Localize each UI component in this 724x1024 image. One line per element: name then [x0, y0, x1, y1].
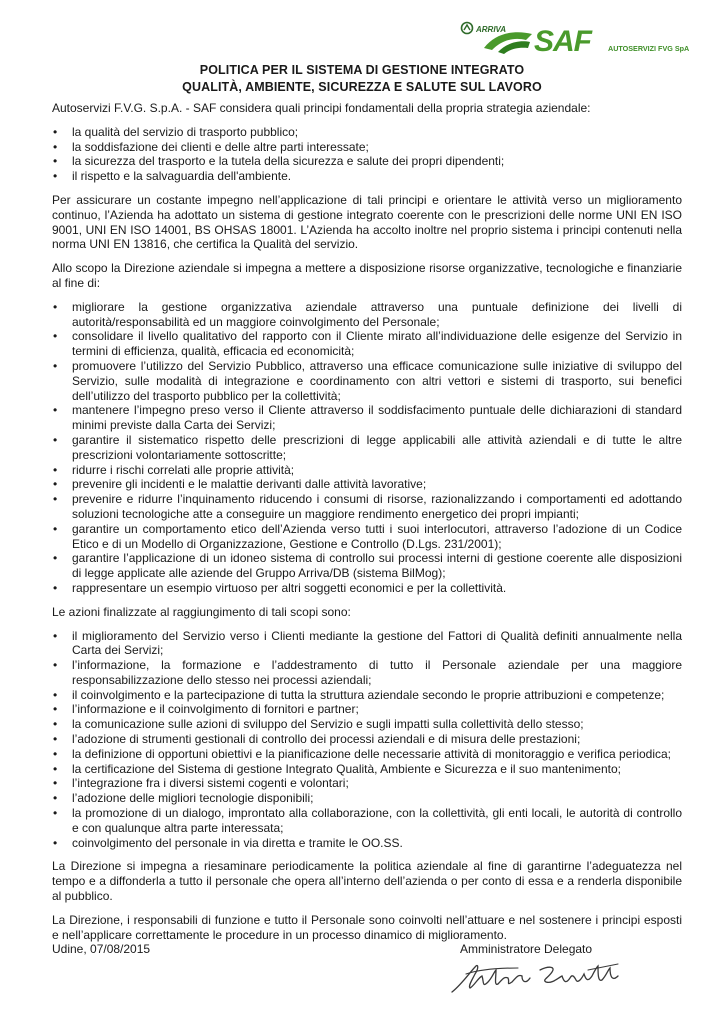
- list-item: • rappresentare un esempio virtuoso per altri soggetti economici e per la collettività.: [52, 581, 682, 596]
- list-item: • la qualità del servizio di trasporto pubblico;: [52, 125, 682, 140]
- list-item: • promuovere l’utilizzo del Servizio Pubblico, attraverso una efficace comunicazione sulle iniziative di sviluppo del Servizio, sulle modalità di integrazione e coordinamento con altri vettori e sistemi di trasporto, sui benefici dell’utilizzo del trasporto pubblico per la collettività;: [52, 359, 682, 403]
- list-item: • prevenire gli incidenti e le malattie derivanti dalle attività lavorative;: [52, 477, 682, 492]
- title-line-2: QUALITÀ, AMBIENTE, SICUREZZA E SALUTE SUL LAVORO: [182, 80, 542, 94]
- list-item: • migliorare la gestione organizzativa aziendale attraverso una puntuale definizione dei livelli di autorità/responsabilità ed un maggiore coinvolgimento del Personale;: [52, 300, 682, 330]
- list-item: • coinvolgimento del personale in via diretta e tramite le OO.SS.: [52, 836, 682, 851]
- principles-list: [52, 125, 682, 184]
- list-item: • la soddisfazione dei clienti e delle altre parti interessate;: [52, 140, 682, 155]
- list-item: • il rispetto e la salvaguardia dell'ambiente.: [52, 169, 682, 184]
- review-paragraph: La Direzione si impegna a riesaminare periodicamente la politica aziendale al fine di garantirne l’adeguatezza nel tempo e a diffonderla a tutto il personale che opera all’interno dell’azienda o per conto di essa e a renderla disponibile al pubblico.: [52, 859, 682, 904]
- title-line-1: POLITICA PER IL SISTEMA DI GESTIONE INTEGRATO: [199, 63, 525, 77]
- list-item: • l’adozione di strumenti gestionali di controllo dei processi aziendali e di misura delle prestazioni;: [52, 732, 682, 747]
- commitment-paragraph: Allo scopo la Direzione aziendale si impegna a mettere a disposizione risorse organizzative, tecnologiche e finanziarie al fine di:: [52, 261, 682, 290]
- system-paragraph: Per assicurare un costante impegno nell’applicazione di tali principi e orientare le attività verso un miglioramento continuo, l’Azienda ha adottato un sistema di gestione integrato coerente con le prescrizioni delle norme UNI EN ISO 9001, UNI EN ISO 14001, BS OHSAS 18001. L’Azienda ha accolto inoltre nel proprio sistema i principi contenuti nella norma UNI EN 13816, che certifica la Qualità del servizio.: [52, 192, 682, 252]
- involvement-paragraph: La Direzione, i responsabili di funzione e tutto il Personale sono coinvolti nell’attuare e nel sostenere i principi esposti e nell’applicare correttamente le procedure in un processo dinamico di miglioramento.: [52, 912, 682, 942]
- list-item: • prevenire e ridurre l’inquinamento riducendo i consumi di risorse, razionalizzando i comportamenti ed adottando soluzioni tecnologiche atte a conseguire un maggiore rendimento energetico dei propri impianti;: [52, 492, 682, 522]
- document-footer: [52, 942, 682, 1002]
- arriva-saf-logo-icon: [458, 18, 690, 58]
- actions-paragraph: Le azioni finalizzate al raggiungimento di tali scopi sono:: [52, 604, 351, 619]
- signatory-role: Amministratore Delegato: [460, 942, 593, 956]
- intro-paragraph: Autoservizi F.V.G. S.p.A. - SAF considera quali principi fondamentali della propria strategia aziendale:: [52, 101, 591, 115]
- list-item: • consolidare il livello qualitativo del rapporto con il Cliente mirato all’individuazione delle esigenze del Servizio in termini di efficienza, qualità, efficacia ed economicità;: [52, 329, 682, 359]
- list-item: • il coinvolgimento e la partecipazione di tutta la struttura aziendale secondo le proprie attribuzioni e competenze;: [52, 688, 682, 703]
- signature-icon: [448, 958, 628, 998]
- list-item: • garantire il sistematico rispetto delle prescrizioni di legge applicabili alle attività aziendali e di tutte le altre prescrizioni volontariamente sottoscritte;: [52, 433, 682, 463]
- list-item: • la certificazione del Sistema di gestione Integrato Qualità, Ambiente e Sicurezza e il suo mantenimento;: [52, 762, 682, 777]
- list-item: • l’informazione e il coinvolgimento di fornitori e partner;: [52, 702, 682, 717]
- list-item: • ridurre i rischi correlati alle proprie attività;: [52, 463, 682, 478]
- list-item: • l’informazione, la formazione e l’addestramento di tutto il Personale aziendale per una maggiore responsabilizzazione dello stesso nei processi aziendali;: [52, 658, 682, 688]
- objectives-list: [52, 300, 682, 596]
- list-item: • il miglioramento del Servizio verso i Clienti mediante la gestione del Fattori di Qualità definiti annualmente nella Carta dei Servizi;: [52, 629, 682, 659]
- actions-list: [52, 629, 682, 851]
- list-item: • l’adozione delle migliori tecnologie disponibili;: [52, 791, 682, 806]
- list-item: • la definizione di opportuni obiettivi e la pianificazione delle necessarie attività di monitoraggio e verifica periodica;: [52, 747, 682, 762]
- list-item: • garantire un comportamento etico dell’Azienda verso tutti i suoi interlocutori, attraverso l’adozione di un Codice Etico e di un Modello di Organizzazione, Gestione e Controllo (D.Lgs. 231/2001);: [52, 522, 682, 552]
- list-item: • la sicurezza del trasporto e la tutela della sicurezza e salute dei propri dipendenti;: [52, 154, 682, 169]
- document-date: Udine, 07/08/2015: [52, 942, 151, 956]
- list-item: • la promozione di un dialogo, improntato alla collaborazione, con la collettività, gli enti locali, le autorità di controllo e con qualunque altra parte interessata;: [52, 806, 682, 836]
- svg-text:AUTOSERVIZI FVG SpA: AUTOSERVIZI FVG SpA: [608, 44, 690, 53]
- document-body: [52, 101, 682, 951]
- company-logo: [458, 18, 690, 58]
- list-item: • la comunicazione sulle azioni di sviluppo del Servizio e sugli impatti sulla collettività dello stesso;: [52, 717, 682, 732]
- list-item: • mantenere l’impegno preso verso il Cliente attraverso il soddisfacimento puntuale delle dichiarazioni di standard minimi previste dalla Carta dei Servizi;: [52, 403, 682, 433]
- svg-text:SAF: SAF: [534, 25, 591, 58]
- handwritten-signature: [448, 958, 628, 998]
- document-title: [0, 62, 724, 96]
- list-item: • garantire l’applicazione di un idoneo sistema di controllo sui processi interni di gestione coerente alle disposizioni di legge applicate alle aziende del Gruppo Arriva/DB (sistema BilMog);: [52, 551, 682, 581]
- list-item: • l’integrazione fra i diversi sistemi cogenti e volontari;: [52, 776, 682, 791]
- svg-text:ARRIVA: ARRIVA: [476, 25, 507, 34]
